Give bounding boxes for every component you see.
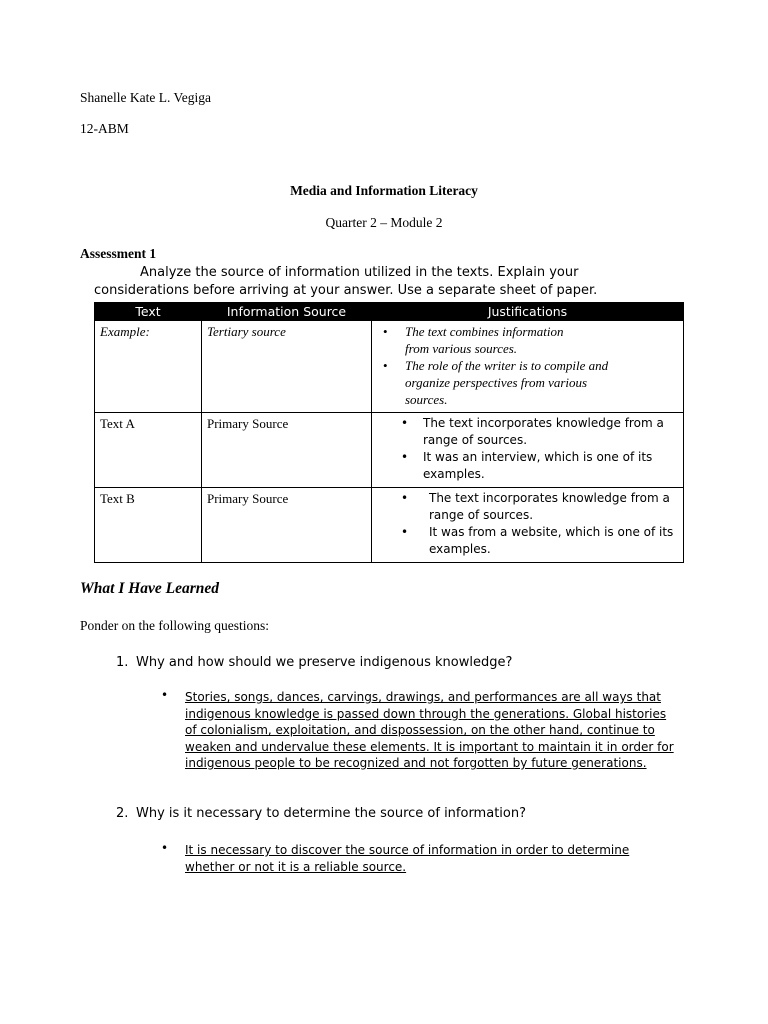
col-header-text: Text — [95, 303, 202, 321]
assessment-title: Assessment 1 — [80, 246, 157, 261]
col-header-source: Information Source — [202, 303, 372, 321]
table-row — [95, 488, 684, 563]
cell-source: Tertiary source — [202, 321, 372, 413]
cell-justifications — [372, 413, 684, 488]
answer-bullet: • — [161, 688, 169, 702]
table-header-row — [95, 303, 684, 321]
question-number: 1. — [116, 655, 129, 670]
module-label: Quarter 2 – Module 2 — [325, 215, 443, 230]
justification-item: • It was from a website, which is one of its examples. — [377, 524, 678, 558]
section-label: 12-ABM — [80, 121, 129, 136]
question-text: Why is it necessary to determine the source of information? — [136, 806, 526, 821]
cell-text: Example: — [95, 321, 202, 413]
justification-item: • The text combines information from various sources. — [377, 323, 678, 357]
subject-title: Media and Information Literacy — [290, 183, 478, 198]
justification-item: • The role of the writer is to compile and organize perspectives from various sources. — [377, 357, 678, 408]
table-row — [95, 321, 684, 413]
answer-block: It is necessary to discover the source of information in order to determine whether or not it is a reliable source. — [185, 843, 630, 874]
justification-item: • The text incorporates knowledge from a range of sources. — [377, 490, 678, 524]
student-name: Shanelle Kate L. Vegiga — [80, 90, 211, 105]
assessment-table — [94, 302, 684, 563]
col-header-justifications: Justifications — [372, 303, 684, 321]
cell-source: Primary Source — [202, 488, 372, 563]
instructions-line-1: Analyze the source of information utilized in the texts. Explain your — [140, 265, 579, 280]
cell-source: Primary Source — [202, 413, 372, 488]
justification-item: • It was an interview, which is one of its examples. — [377, 449, 678, 483]
answer-block: Stories, songs, dances, carvings, drawings, and performances are all ways that indigenous knowledge is passed down through the generations. Global histories of colonialism, exploitation, and dispossession, on the other hand, continue to weaken and undervalue these elements. It is important to maintain it in order for indigenous people to be recognized and not forgotten by future generations. — [185, 690, 674, 770]
justification-item: • The text incorporates knowledge from a range of sources. — [377, 415, 678, 449]
question-text: Why and how should we preserve indigenous knowledge? — [136, 655, 513, 670]
question-number: 2. — [116, 806, 129, 821]
learned-heading: What I Have Learned — [80, 580, 220, 597]
cell-text: Text B — [95, 488, 202, 563]
cell-justifications — [372, 488, 684, 563]
table-row — [95, 413, 684, 488]
cell-text: Text A — [95, 413, 202, 488]
cell-justifications — [372, 321, 684, 413]
learned-prompt: Ponder on the following questions: — [80, 618, 269, 633]
instructions-line-2: considerations before arriving at your answer. Use a separate sheet of paper. — [94, 283, 598, 298]
answer-bullet: • — [161, 841, 169, 855]
